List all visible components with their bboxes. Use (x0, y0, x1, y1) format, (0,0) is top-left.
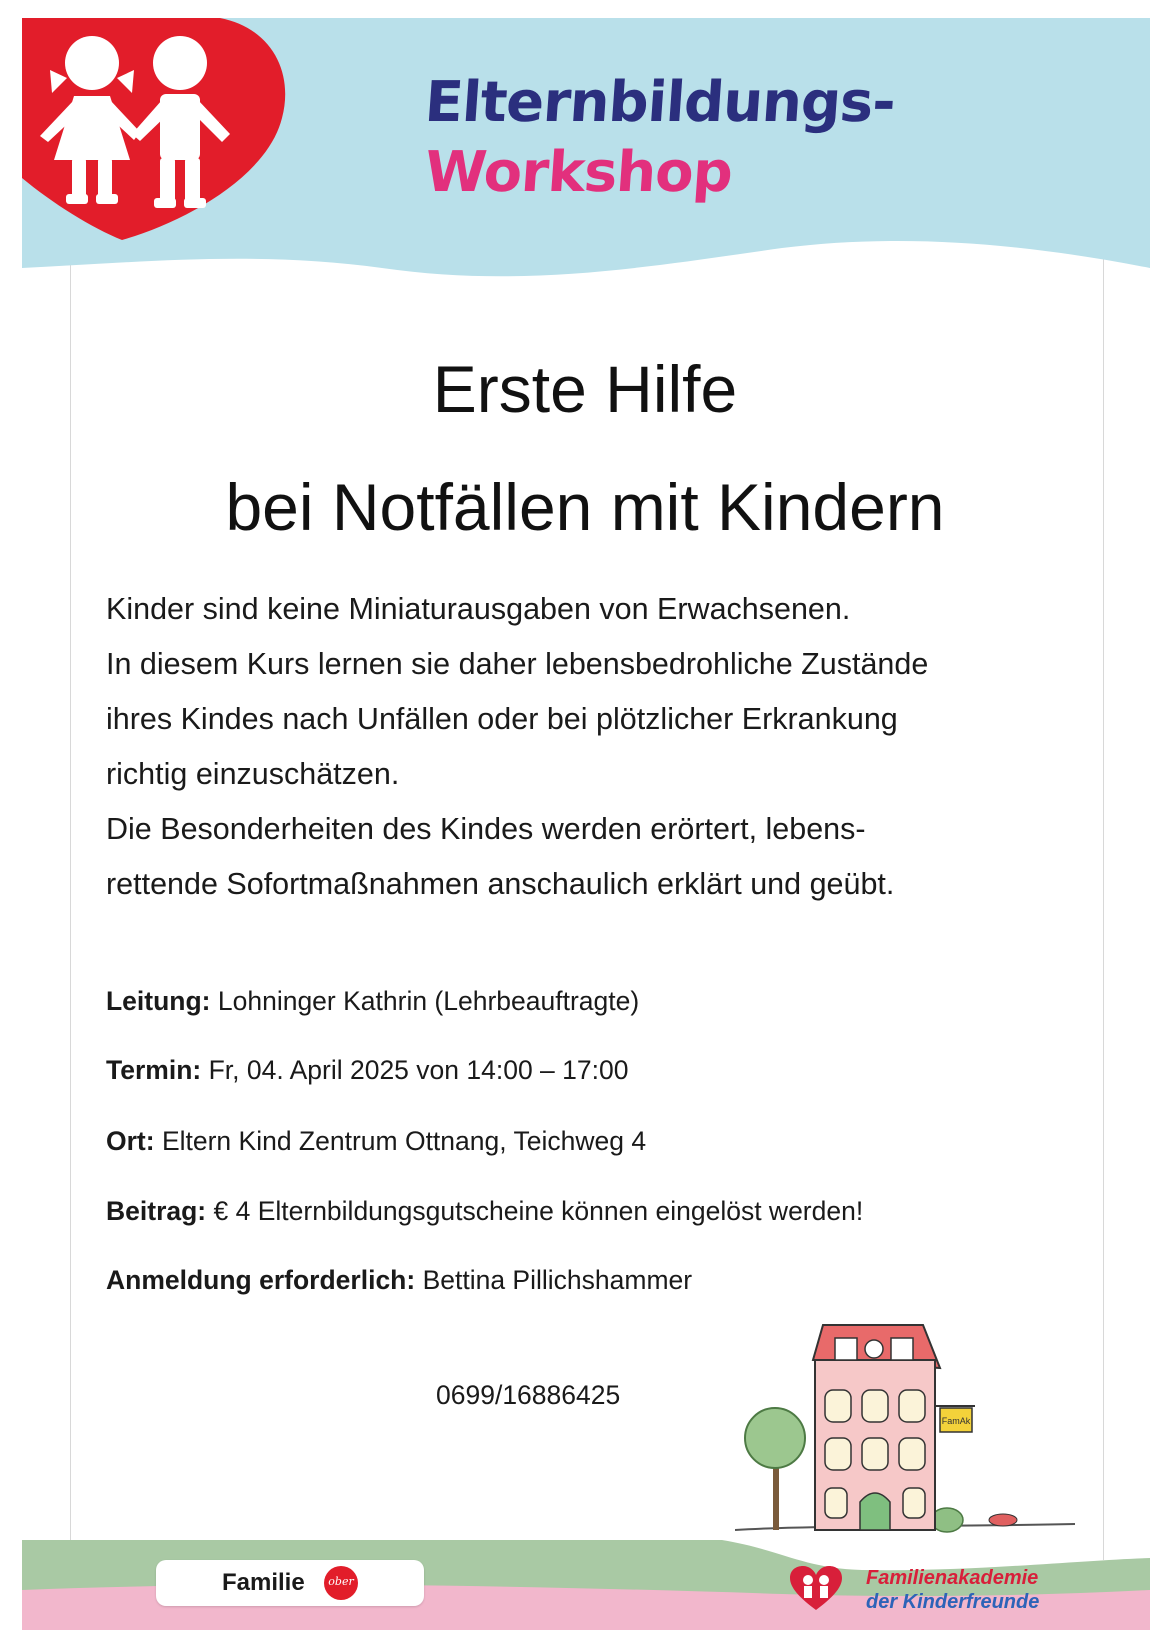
ober-label: ober (328, 1575, 354, 1588)
info-termin-value: Fr, 04. April 2025 von 14:00 – 17:00 (201, 1055, 629, 1085)
info-anmeldung-value: Bettina Pillichshammer (415, 1265, 693, 1295)
house-sign-text: FamAk (941, 1416, 971, 1426)
main-title-line2: bei Notfällen mit Kindern (225, 470, 945, 544)
intro-line: ihres Kindes nach Unfällen oder bei plötzlicher Erkrankung (106, 702, 898, 736)
info-anmeldung-label: Anmeldung erforderlich: (106, 1265, 416, 1295)
info-beitrag-label: Beitrag: (106, 1196, 207, 1226)
familie-label: Familie (222, 1569, 305, 1596)
intro-line: rettende Sofortmaßnahmen anschaulich erklärt und geübt. (106, 867, 895, 901)
intro-line: richtig einzuschätzen. (106, 757, 400, 791)
info-leitung (106, 986, 639, 1017)
familie-logo (156, 1560, 424, 1606)
header-title (422, 70, 897, 205)
info-ort-label: Ort: (106, 1126, 155, 1156)
info-beitrag-value: € 4 Elternbildungsgutscheine können eingelöst werden! (206, 1196, 864, 1226)
info-termin (106, 1055, 628, 1086)
header-title-line1: Elternbildungs- (422, 70, 897, 135)
main-title-line1: Erste Hilfe (432, 352, 738, 426)
header-title-line2: Workshop (422, 140, 735, 205)
main-title (120, 330, 1050, 566)
info-leitung-label: Leitung: (106, 986, 211, 1016)
intro-line: Kinder sind keine Miniaturausgaben von Erwachsenen. (106, 592, 851, 626)
info-ort-value: Eltern Kind Zentrum Ottnang, Teichweg 4 (154, 1126, 647, 1156)
intro-line: Die Besonderheiten des Kindes werden erörtert, lebens- (106, 812, 866, 846)
akademie-logo-text (866, 1566, 1039, 1614)
akademie-line2: der Kinderfreunde (866, 1591, 1040, 1613)
info-ort (106, 1126, 646, 1157)
info-anmeldung (106, 1265, 692, 1296)
intro-paragraph (106, 582, 1046, 912)
akademie-line1: Familienakademie (866, 1567, 1039, 1589)
ober-logo-icon (324, 1566, 358, 1600)
intro-line: In diesem Kurs lernen sie daher lebensbedrohliche Zustände (106, 647, 929, 681)
info-phone: 0699/16886425 (436, 1380, 621, 1410)
house-illustration-icon (735, 1320, 1075, 1545)
akademie-heart-icon (790, 1566, 842, 1612)
info-beitrag (106, 1196, 863, 1227)
tree-illustration-icon (745, 1408, 805, 1530)
info-termin-label: Termin: (106, 1055, 202, 1085)
heart-children-logo-icon (22, 18, 298, 258)
info-leitung-value: Lohninger Kathrin (Lehrbeauftragte) (210, 986, 640, 1016)
